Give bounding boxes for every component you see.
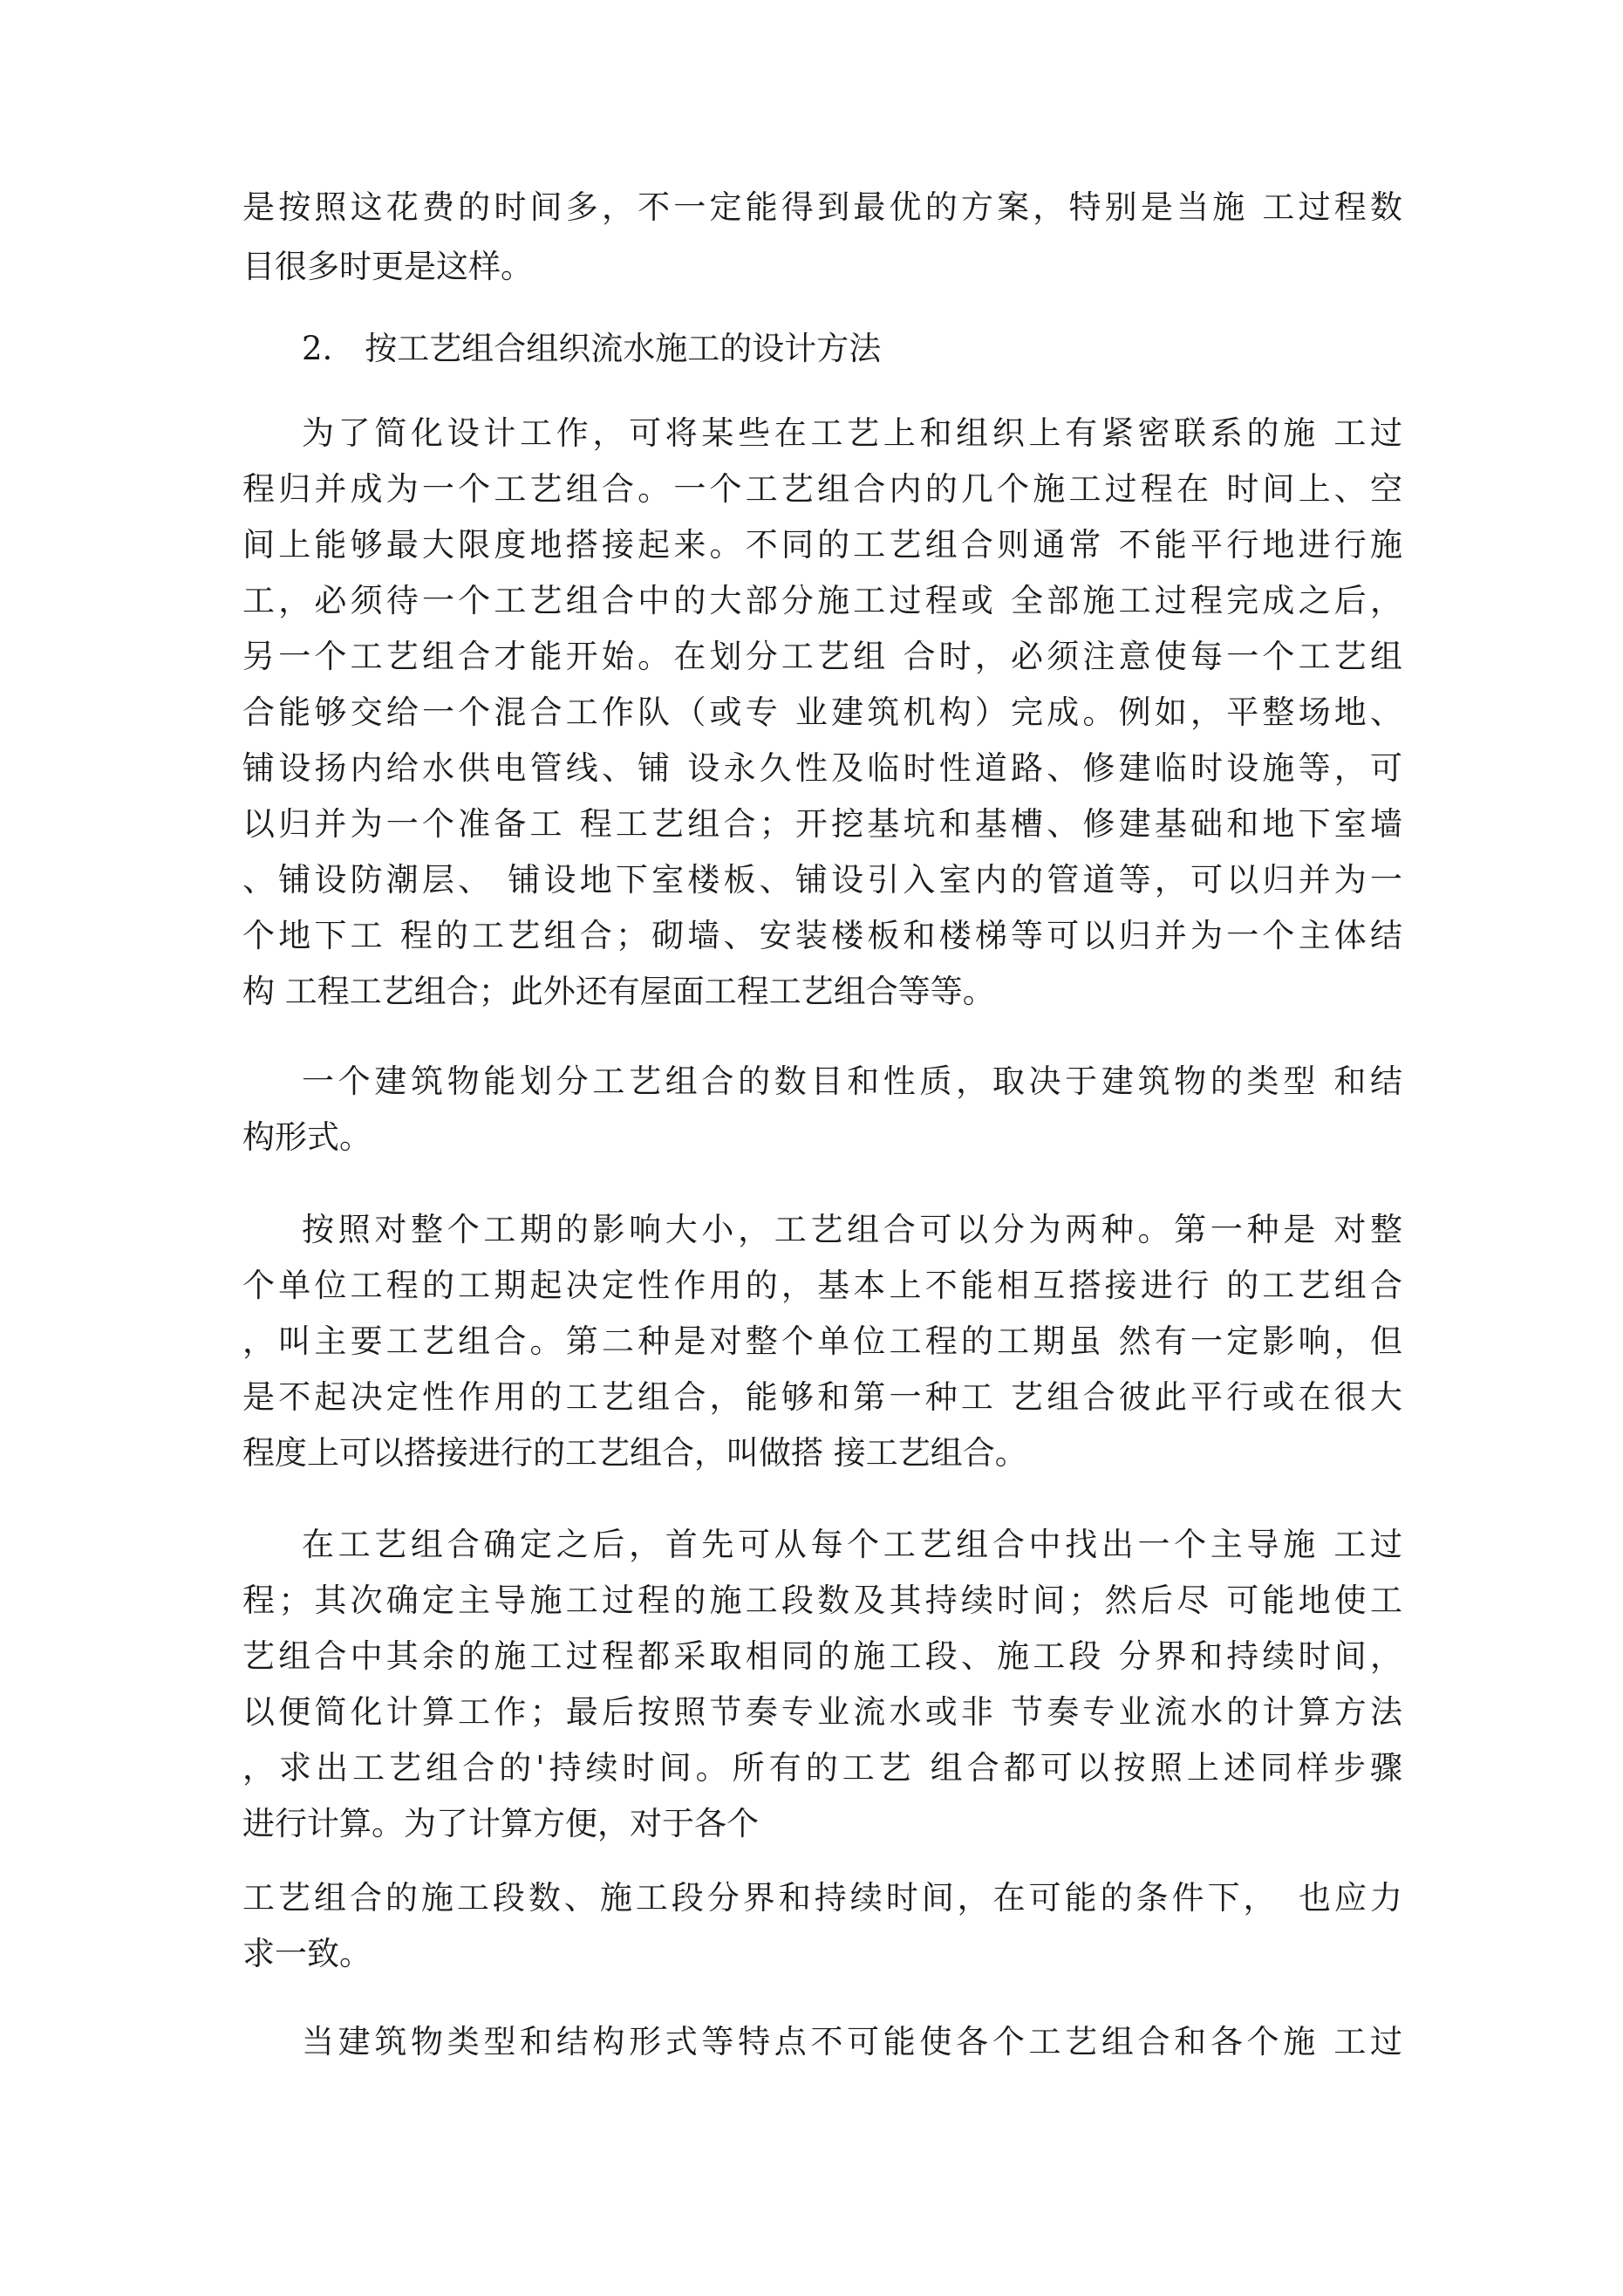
paragraph-5-line-3: ，叫主要工艺组合。第二种是对整个单位工程的工期虽 然有一定影响，但 xyxy=(242,1322,1402,1360)
paragraph-6-line-3: 艺组合中其余的施工过程都采取相同的施工段、施工段 分界和持续时间， xyxy=(242,1637,1402,1675)
paragraph-3-line-8: 以归并为一个准备工 程工艺组合；开挖基坑和基槽、修建基础和地下室墙 xyxy=(242,805,1402,843)
paragraph-1-line-2: 目很多时更是这样。 xyxy=(242,248,533,285)
paragraph-3-line-1: 为了简化设计工作，可将某些在工艺上和组织上有紧密联系的施 工过 xyxy=(302,414,1402,452)
paragraph-8-line-1: 当建筑物类型和结构形式等特点不可能使各个工艺组合和各个施 工过 xyxy=(302,2023,1402,2060)
paragraph-3-line-6: 合能够交给一个混合工作队（或专 业建筑机构）完成。例如，平整场地、 xyxy=(242,694,1402,731)
paragraph-4-line-2: 构形式。 xyxy=(242,1118,372,1156)
paragraph-3-line-7: 铺设扬内给水供电管线、铺 设永久性及临时性道路、修建临时设施等，可 xyxy=(242,749,1402,787)
paragraph-6-line-4: 以便简化计算工作；最后按照节奏专业流水或非 节奏专业流水的计算方法 xyxy=(242,1693,1402,1731)
paragraph-3-line-11: 构 工程工艺组合；此外还有屋面工程工艺组合等等。 xyxy=(242,973,995,1010)
paragraph-5-line-2: 个单位工程的工期起决定性作用的，基本上不能相互搭接进行 的工艺组合 xyxy=(242,1267,1402,1304)
paragraph-3-line-5: 另一个工艺组合才能开始。在划分工艺组 合时，必须注意使每一个工艺组 xyxy=(242,638,1402,675)
paragraph-7-line-2: 求一致。 xyxy=(242,1935,372,1972)
paragraph-1-line-1: 是按照这花费的时间多，不一定能得到最优的方案，特别是当施 工过程数 xyxy=(242,188,1402,226)
paragraph-7-line-1: 工艺组合的施工段数、施工段分界和持续时间，在可能的条件下， 也应力 xyxy=(242,1879,1402,1917)
paragraph-6-line-1: 在工艺组合确定之后，首先可从每个工艺组合中找出一个主导施 工过 xyxy=(302,1526,1402,1563)
paragraph-3-line-3: 间上能够最大限度地搭接起来。不同的工艺组合则通常 不能平行地进行施 xyxy=(242,526,1402,564)
paragraph-3-line-2: 程归并成为一个工艺组合。一个工艺组合内的几个施工过程在 时间上、空 xyxy=(242,470,1402,508)
paragraph-3-line-4: 工，必须待一个工艺组合中的大部分施工过程或 全部施工过程完成之后， xyxy=(242,582,1402,619)
paragraph-6-line-6: 进行计算。为了计算方便，对于各个 xyxy=(242,1805,759,1842)
paragraph-5-line-5: 程度上可以搭接进行的工艺组合，叫做搭 接工艺组合。 xyxy=(242,1434,1027,1472)
paragraph-6-line-2: 程；其次确定主导施工过程的施工段数及其持续时间；然后尽 可能地使工 xyxy=(242,1582,1402,1619)
paragraph-5-line-4: 是不起决定性作用的工艺组合，能够和第一种工 艺组合彼此平行或在很大 xyxy=(242,1378,1402,1416)
paragraph-4-line-1: 一个建筑物能划分工艺组合的数目和性质，取决于建筑物的类型 和结 xyxy=(302,1063,1402,1100)
paragraph-3-line-9: 、铺设防潮层、 铺设地下室楼板、铺设引入室内的管道等，可以归并为一 xyxy=(242,861,1402,899)
paragraph-5-line-1: 按照对整个工期的影响大小，工艺组合可以分为两种。第一种是 对整 xyxy=(302,1211,1402,1248)
paragraph-6-line-5: ，求出工艺组合的'持续时间。所有的工艺 组合都可以按照上述同样步骤 xyxy=(242,1749,1402,1787)
paragraph-3-line-10: 个地下工 程的工艺组合；砌墙、安装楼板和楼梯等可以归并为一个主体结 xyxy=(242,917,1402,954)
section-heading: 2. 按工艺组合组织流水施工的设计方法 xyxy=(302,330,882,367)
